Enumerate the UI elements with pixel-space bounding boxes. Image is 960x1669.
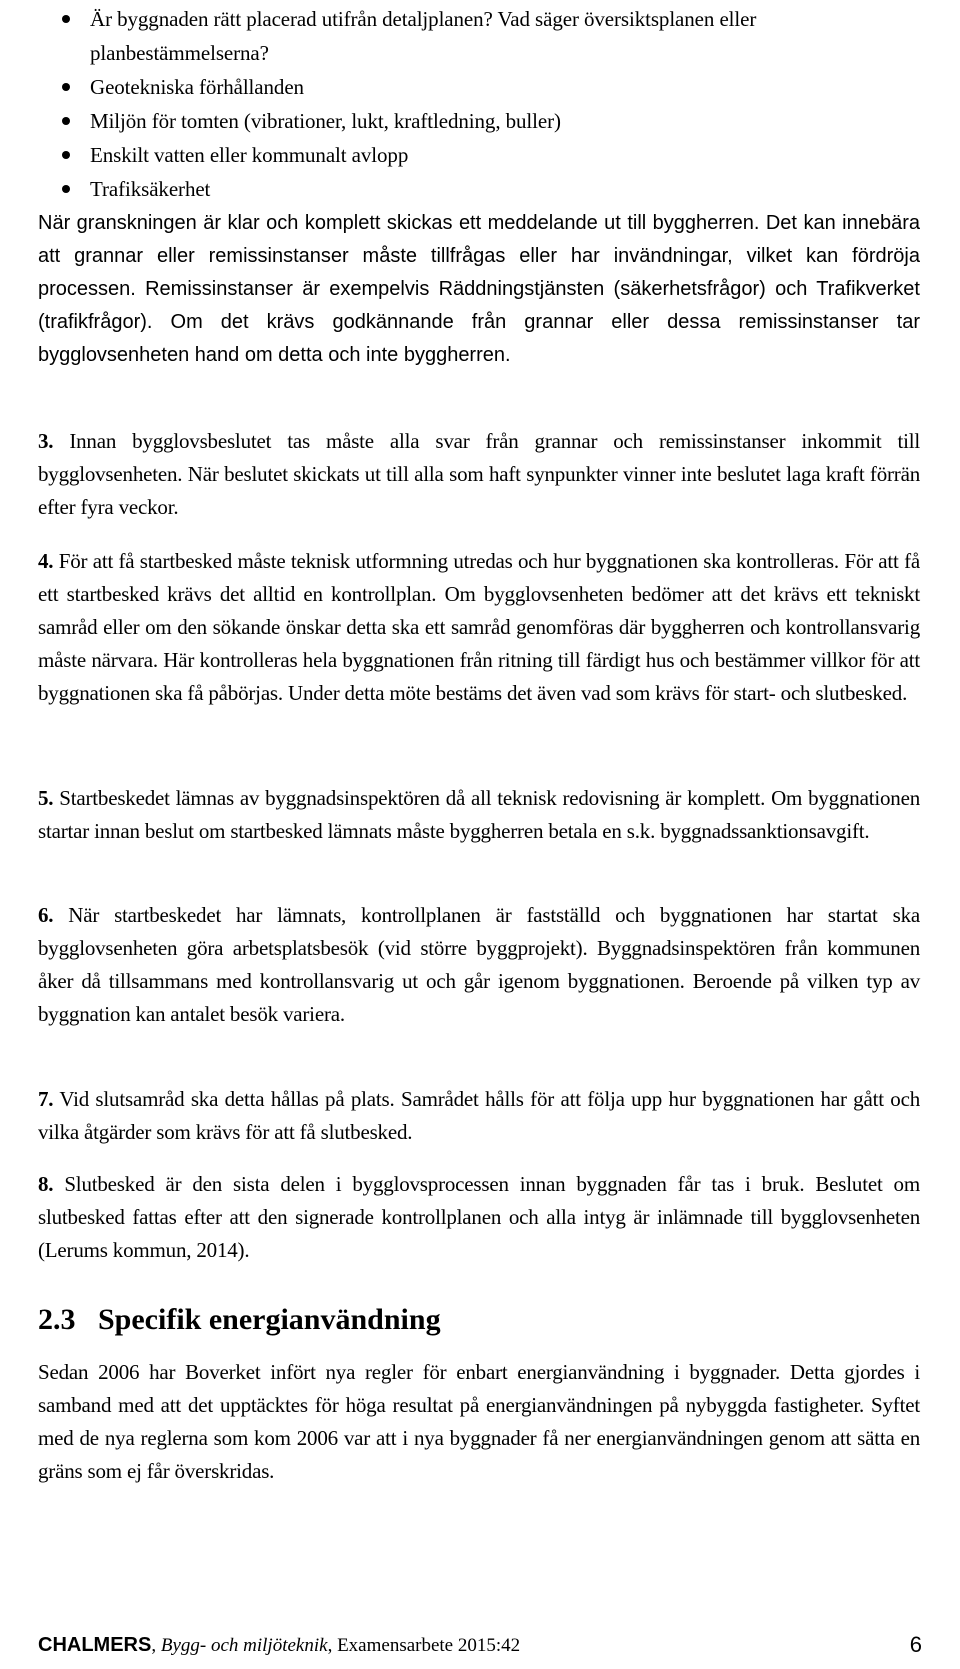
step-paragraph: [38, 782, 920, 848]
step-text: Slutbesked är den sista delen i bygglovsprocessen innan byggnaden får tas i bruk. Beslutet om slutbesked fattas efter att den signerade kontrollplanen och alla intyg är inlämnade till bygglovsenheten (Lerums kommun, 2014).: [38, 1172, 920, 1262]
section-heading: [38, 1300, 441, 1340]
energi-paragraph: Sedan 2006 har Boverket infört nya regler för enbart energianvändning i byggnader. Detta gjordes i samband med att det upptäcktes för höga resultat på energianvändningen på nybyggda fastigheter. Syftet med de nya reglerna som kom 2006 var att i nya byggnader få ner energianvändningen genom att sätta en gräns som ej får överskridas.: [38, 1360, 920, 1483]
list-item-text: Enskilt vatten eller kommunalt avlopp: [90, 143, 409, 167]
bullet-icon: [62, 117, 70, 125]
page-footer: CHALMERS, Bygg- och miljöteknik, Examensarbete 2015:42 6: [38, 1630, 922, 1660]
step-paragraph: [38, 425, 920, 524]
step-number: 8.: [38, 1172, 54, 1196]
page-number: 6: [909, 1632, 922, 1657]
list-item-text: Är byggnaden rätt placerad utifrån detaljplanen? Vad säger översiktsplanen eller planbestämmelserna?: [90, 7, 757, 65]
step-number: 7.: [38, 1087, 54, 1111]
step-text: För att få startbesked måste teknisk utformning utredas och hur byggnationen ska kontrolleras. För att få ett startbesked krävs det alltid en kontrollplan. Om bygglovsenheten bedömer att det krävs ett tekniskt samråd eller om den sökande önskar detta ska ett samråd genomföras där byggherren och kontrollansvarig måste närvara. Här kontrolleras hela byggnationen från ritning till färdigt hus och bestämmer villkor för att byggnationen ska få påbörjas. Under detta möte bestäms det även vad som krävs för start- och slutbesked.: [38, 549, 920, 705]
step-text: Innan bygglovsbeslutet tas måste alla svar från grannar och remissinstanser inkommit till bygglovsenheten. När beslutet skickats ut till alla som haft synpunkter vinner inte beslutet laga kraft förrän efter fyra veckor.: [38, 429, 920, 519]
list-item: [38, 2, 938, 70]
list-item: [38, 172, 938, 206]
list-item-text: Trafiksäkerhet: [90, 177, 211, 201]
granskning-paragraph: När granskningen är klar och komplett skickas ett meddelande ut till byggherren. Det kan innebära att grannar eller remissinstanser måste tillfrågas eller har invändningar, vilket kan fördröja processen. Remissinstanser är exempelvis Räddningstjänsten (säkerhetsfrågor) och Trafikverket (trafikfrågor). Om det krävs godkännande från grannar eller dessa remissinstanser tar bygglovsenheten hand om detta och inte byggherren.: [38, 212, 920, 366]
step-number: 4.: [38, 549, 54, 573]
step-paragraph: [38, 899, 920, 1031]
list-item: [38, 138, 938, 172]
bullet-icon: [62, 151, 70, 159]
step-text: Vid slutsamråd ska detta hållas på plats. Samrådet hålls för att följa upp hur byggnationen har gått och vilka åtgärder som krävs för att få slutbesked.: [38, 1087, 920, 1144]
footer-department: Bygg- och miljöteknik: [160, 1635, 328, 1656]
step-number: 6.: [38, 903, 54, 927]
list-item: [38, 70, 938, 104]
step-paragraph: [38, 1083, 920, 1149]
checklist: [38, 2, 938, 206]
bullet-icon: [62, 83, 70, 91]
section-title: Specifik energianvändning: [98, 1303, 441, 1336]
step-text: Startbeskedet lämnas av byggnadsinspektören då all teknisk redovisning är komplett. Om byggnationen startar innan beslut om startbesked lämnats måste byggherren betala en s.k. byggnadssanktionsavgift.: [38, 786, 920, 843]
list-item-text: Miljön för tomten (vibrationer, lukt, kraftledning, buller): [90, 109, 561, 133]
step-number: 3.: [38, 429, 54, 453]
step-text: När startbeskedet har lämnats, kontrollplanen är fastställd och byggnationen har startat ska bygglovsenheten göra arbetsplatsbesök (vid större byggprojekt). Byggnadsinspektören från kommunen åker då tillsammans med kontrollansvarig ut och går igenom byggnationen. Beroende på vilken typ av byggnation kan antalet besök variera.: [38, 903, 920, 1026]
list-item: [38, 104, 938, 138]
step-paragraph: [38, 545, 920, 710]
bullet-icon: [62, 185, 70, 193]
footer-thesis: , Examensarbete 2015:42: [327, 1635, 521, 1656]
footer-brand: CHALMERS: [38, 1634, 152, 1656]
step-number: 5.: [38, 786, 54, 810]
bullet-icon: [62, 15, 70, 23]
list-item-text: Geotekniska förhållanden: [90, 75, 304, 99]
step-paragraph: [38, 1168, 920, 1267]
section-number: 2.3: [38, 1303, 76, 1336]
